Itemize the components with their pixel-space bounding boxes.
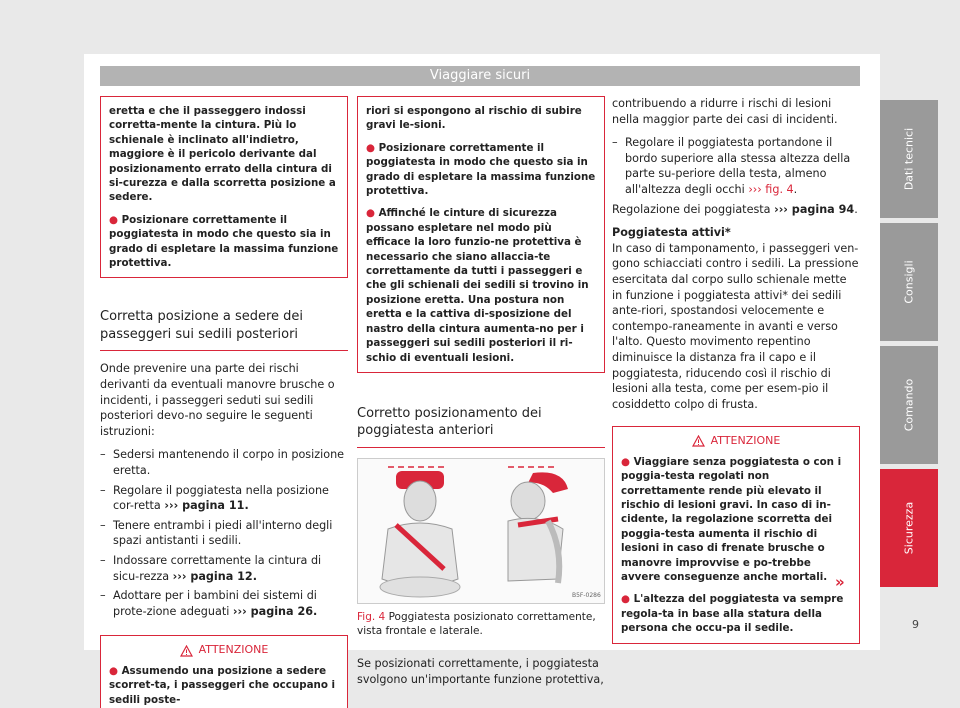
warning-triangle-icon xyxy=(692,435,705,447)
page-link[interactable]: ››› pagina 94 xyxy=(774,202,855,216)
warning-box-continued xyxy=(100,96,348,278)
continue-arrow-icon: » xyxy=(835,573,845,591)
bullet-icon: ● xyxy=(366,207,379,220)
page-header: Viaggiare sicuri xyxy=(100,66,860,86)
bullet-icon: ● xyxy=(109,213,122,226)
warning-header: ATTENZIONE xyxy=(109,643,339,657)
warning-bullet: ● Posizionare correttamente il poggiatesta in modo che questo sia in grado di espletare la massima funzione protettiva. xyxy=(366,141,596,198)
chapter-tabs xyxy=(880,100,938,592)
page-number: 9 xyxy=(912,618,919,631)
paragraph: Se posizionati correttamente, i poggiatesta svolgono un'importante funzione protettiva, xyxy=(357,656,604,686)
warning-header: ATTENZIONE xyxy=(621,434,851,448)
warning-text: riori si espongono al rischio di subire gravi le-sioni. xyxy=(366,105,582,132)
figure-caption: Fig. 4 Poggiatesta posizionato correttamente, vista frontale e laterale. xyxy=(357,610,596,637)
instruction-item: – Sedersi mantenendo il corpo in posizione eretta. xyxy=(100,448,345,478)
instruction-list xyxy=(100,447,348,619)
warning-bullet: ● L'altezza del poggiatesta va sempre regola-ta in base alla statura della persona che occu-pa il sedile. xyxy=(621,593,844,635)
warning-bullet: ● Posizionare correttamente il poggiatesta in modo che questo sia in grado di espletare la massima funzione protettiva. xyxy=(109,213,339,270)
bullet-icon: ● xyxy=(621,593,634,606)
instruction-item: – Regolare il poggiatesta nella posizione cor-retta ››› pagina 11. xyxy=(100,483,329,513)
warning-box xyxy=(612,426,860,643)
paragraph: contribuendo a ridurre i rischi di lesioni nella maggior parte dei casi di incidenti. xyxy=(612,97,838,126)
tab-consigli[interactable]: Consigli xyxy=(880,223,938,341)
page-link[interactable]: ››› pagina 11. xyxy=(164,499,249,513)
paragraph: In caso di tamponamento, i passeggeri ven-gono schiacciati contro i sedili. La pressione esercitata dal corpo sullo schienale mette in funzione i poggiatesta attivi* dei sedili ante-riori, spostandosi velocemente e contempo-raneamente in avanti e verso l'alto. Questo movimento repentino diminuisce la distanza fra il capo e il poggiatesta, riducendo così il rischio di lesioni alla testa, come per esem-pio il cosiddetto colpo di frusta. xyxy=(612,241,859,411)
section-heading: Corretta posizione a sedere dei passeggeri sui sedili posteriori xyxy=(100,308,348,351)
paragraph: Regolazione dei poggiatesta ››› pagina 94. xyxy=(612,202,858,216)
warning-box xyxy=(100,635,348,708)
column-2 xyxy=(357,96,605,695)
page-link[interactable]: ››› pagina 26. xyxy=(232,604,318,618)
figure-link[interactable]: ››› fig. 4 xyxy=(748,182,794,196)
column-1 xyxy=(100,96,348,708)
warning-bullet: ● Viaggiare senza poggiatesta o con i poggia-testa regolati non correttamente rende più elevato il rischio di lesioni gravi. In caso di in-cidente, la regolazione scorretta dei poggia-testa aumenta il rischio di lesioni in caso di frenate brusche o manovre improvvise e po-trebbe avvere conseguenze anche mortali. xyxy=(621,455,842,583)
bullet-icon: ● xyxy=(621,455,634,468)
instruction-item: – Regolare il poggiatesta portandone il bordo superiore alla stessa altezza della parte su-periore della testa, almeno all'altezza degli occhi ››› fig. 4. xyxy=(612,136,851,196)
section-heading: Corretto posizionamento dei poggiatesta anteriori xyxy=(357,405,605,448)
warning-text: eretta e che il passeggero indossi corretta-mente la cintura. Più lo schienale è inclinato all'indietro, maggiore è il pericolo derivante dal posizionamento errato della cintura di si-curezza e dalla scorretta posizione a sedere. xyxy=(109,105,336,204)
tab-dati-tecnici[interactable]: Dati tecnici xyxy=(880,100,938,218)
instruction-item: – Indossare correttamente la cintura di sicu-rezza ››› pagina 12. xyxy=(100,554,322,583)
bullet-icon: ● xyxy=(366,141,379,154)
tab-sicurezza[interactable]: Sicurezza xyxy=(880,469,938,587)
intro-paragraph: Onde prevenire una parte dei rischi derivanti da eventuali manovre brusche o incidenti, i passeggeri seduti sui sedili posteriori devo-no seguire le seguenti istruzioni: xyxy=(100,362,335,438)
instruction-item: – Tenere entrambi i piedi all'interno degli spazi antistanti i sedili. xyxy=(100,518,333,548)
instruction-item: – Adottare per i bambini dei sistemi di prote-zione adeguati ››› pagina 26. xyxy=(100,589,318,618)
bullet-icon: ● xyxy=(109,664,122,677)
headrest-figure xyxy=(357,458,605,604)
figure-code: B5F-0286 xyxy=(572,591,601,599)
warning-box-continued xyxy=(357,96,605,373)
headrest-illustration xyxy=(358,459,604,603)
warning-bullet: ● Assumendo una posizione a sedere scorret-ta, i passeggeri che occupano i sedili poste- xyxy=(109,664,336,706)
tab-comando[interactable]: Comando xyxy=(880,346,938,464)
column-3 xyxy=(612,96,860,644)
warning-bullet: ● Affinché le cinture di sicurezza possano espletare nel modo più efficace la loro funzio-ne protettiva è necessario che siano allaccia-te correttamente da tutti i passeggeri e che gli schienali dei sedili si trovino in posizione eretta. Una postura non eretta e la cattiva di-sposizione del nastro della cintura aumenta-no per i passeggeri sui sedili posteriori il ri-schio di eventuali lesioni. xyxy=(366,207,589,364)
subheading: Poggiatesta attivi* xyxy=(612,226,731,240)
page-link[interactable]: ››› pagina 12. xyxy=(172,569,257,583)
warning-triangle-icon xyxy=(180,645,193,657)
